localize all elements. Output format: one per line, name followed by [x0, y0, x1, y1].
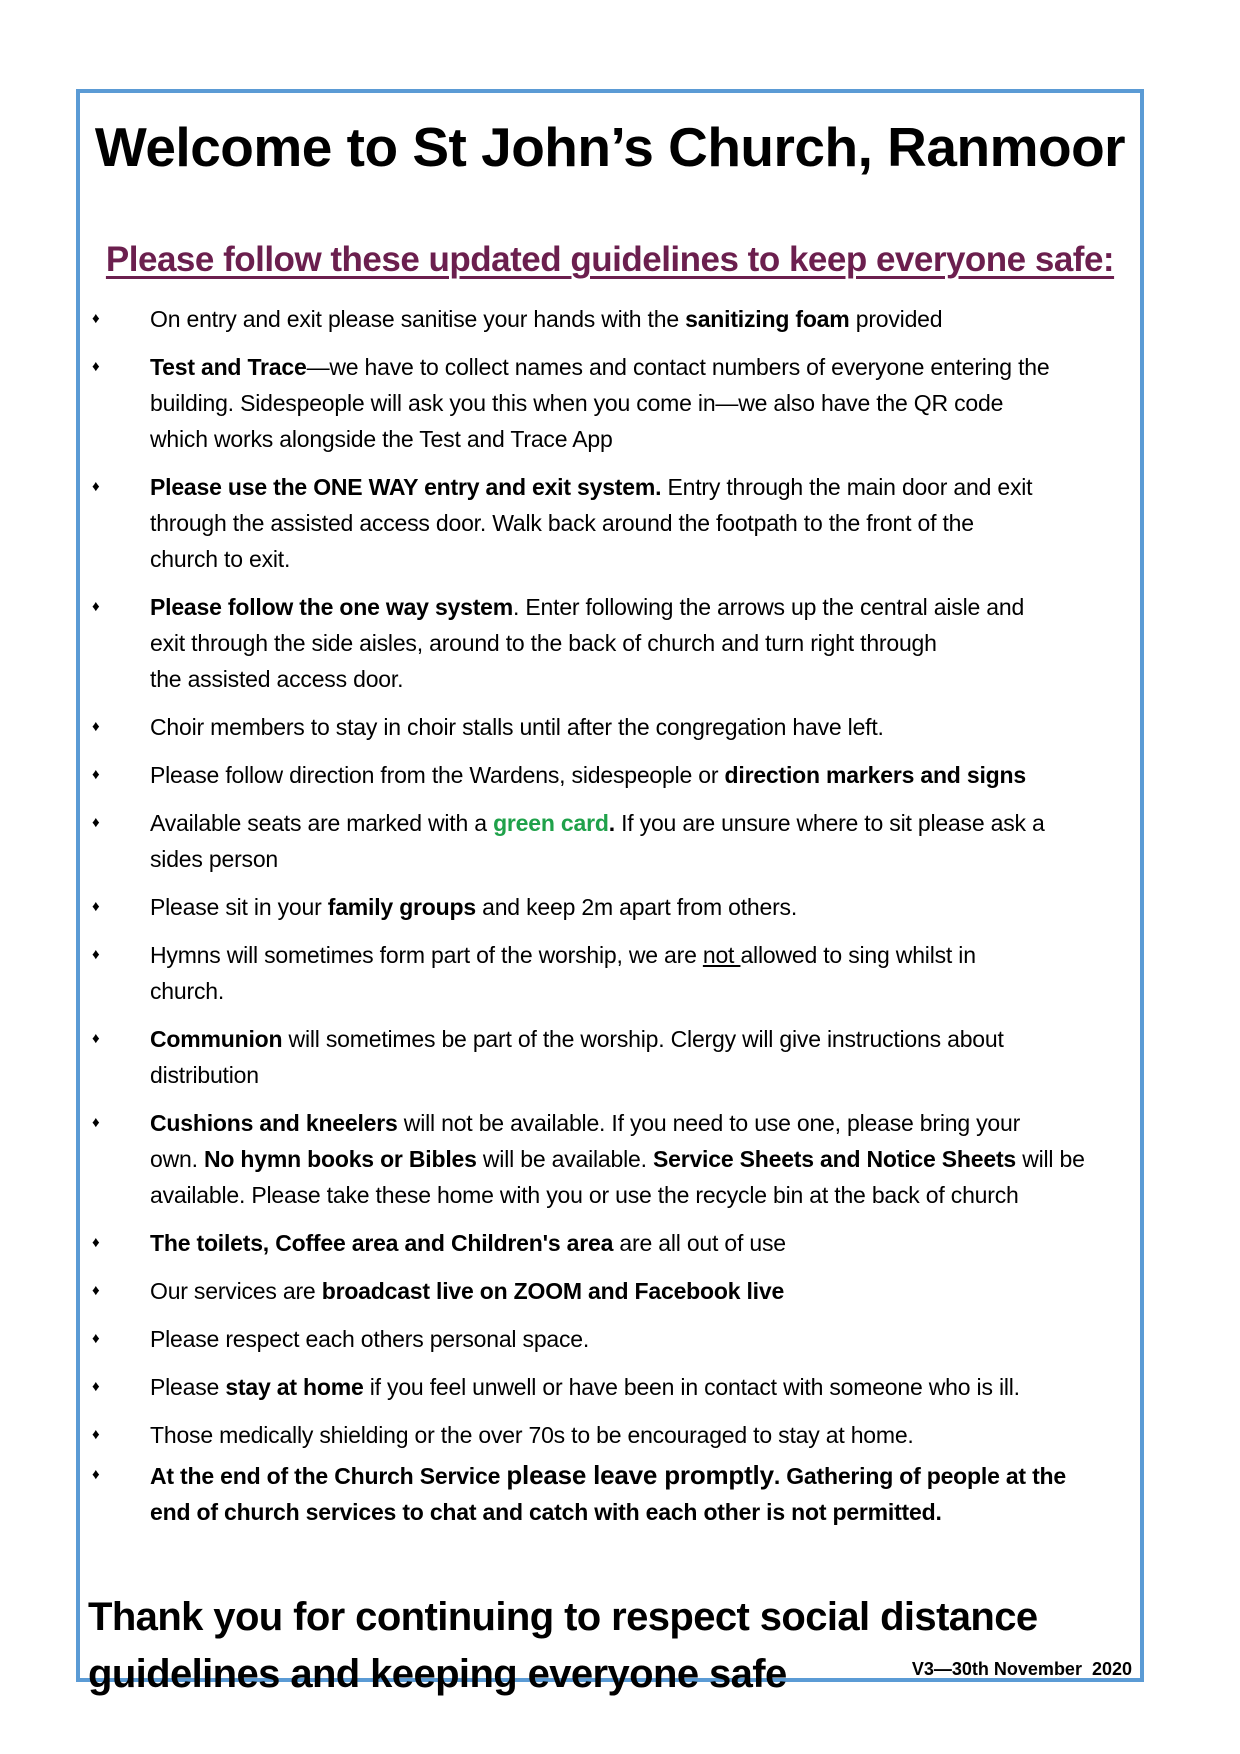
guideline-text: Choir members to stay in choir stalls until after the congregation have left.	[150, 714, 884, 740]
guideline-item	[80, 301, 1140, 337]
guideline-item	[80, 1105, 1140, 1213]
guideline-line	[150, 841, 1140, 877]
guideline-line	[150, 1021, 1140, 1057]
guideline-item	[80, 469, 1140, 577]
guideline-line	[150, 589, 1140, 625]
diamond-bullet-icon: ♦	[92, 598, 100, 615]
emphasis-text: The toilets, Coffee area and Children's area	[150, 1230, 614, 1256]
guideline-text: building. Sidespeople will ask you this when you come in—we also have the QR code	[150, 390, 1004, 416]
guideline-text: —we have to collect names and contact numbers of everyone entering the	[306, 354, 1050, 380]
emphasis-text: sanitizing foam	[685, 306, 850, 332]
guideline-text: church.	[150, 978, 225, 1004]
guideline-line	[150, 661, 1140, 697]
guideline-text: Please	[150, 1374, 226, 1400]
diamond-bullet-icon: ♦	[92, 898, 100, 915]
guideline-text: the assisted access door.	[150, 666, 404, 692]
thank-you-message	[88, 1589, 1038, 1703]
guideline-line	[150, 1177, 1140, 1213]
guideline-text: will sometimes be part of the worship. Clergy will give instructions about	[282, 1026, 1004, 1052]
guideline-line	[150, 1369, 1140, 1405]
guideline-text: if you feel unwell or have been in contact with someone who is ill.	[363, 1374, 1020, 1400]
emphasis-text: end of church services to chat and catch with each other is not permitted.	[150, 1499, 942, 1525]
guideline-text: which works alongside the Test and Trace App	[150, 426, 613, 452]
guideline-item	[80, 757, 1140, 793]
emphasis-text: family groups	[327, 894, 476, 920]
guideline-text: will be available.	[476, 1146, 653, 1172]
emphasis-text: . Gathering of people at the	[773, 1463, 1066, 1489]
guideline-text: through the assisted access door. Walk back around the footpath to the front of the	[150, 510, 974, 536]
guideline-item	[80, 889, 1140, 925]
guideline-line	[150, 1225, 1140, 1261]
guideline-item	[80, 1417, 1140, 1453]
diamond-bullet-icon: ♦	[92, 1030, 100, 1047]
guideline-text: will not be available. If you need to use one, please bring your	[397, 1110, 1021, 1136]
emphasis-text: Cushions and kneelers	[150, 1110, 398, 1136]
guideline-line	[150, 709, 1140, 745]
guideline-text: Available seats are marked with a	[150, 810, 494, 836]
guideline-item	[80, 709, 1140, 745]
diamond-bullet-icon: ♦	[92, 814, 100, 831]
notice-frame	[76, 89, 1144, 1696]
guideline-line	[150, 469, 1140, 505]
diamond-bullet-icon: ♦	[92, 358, 100, 375]
guideline-line	[150, 421, 1140, 457]
guideline-line	[150, 973, 1140, 1009]
guideline-text: Please respect each others personal space.	[150, 1326, 590, 1352]
guideline-line	[150, 1457, 1140, 1494]
guideline-line	[150, 1273, 1140, 1309]
guideline-text: Hymns will sometimes form part of the worship, we are	[150, 942, 703, 968]
guideline-text: distribution	[150, 1062, 259, 1088]
guideline-text: provided	[849, 306, 943, 332]
diamond-bullet-icon: ♦	[92, 946, 100, 963]
guideline-text: On entry and exit please sanitise your hands with the	[150, 306, 686, 332]
diamond-bullet-icon: ♦	[92, 718, 100, 735]
guideline-text: church to exit.	[150, 546, 291, 572]
diamond-bullet-icon: ♦	[92, 1282, 100, 1299]
emphasis-text: Communion	[150, 1026, 283, 1052]
guideline-item	[80, 1225, 1140, 1261]
emphasis-text: At the end of the Church Service	[150, 1463, 507, 1489]
page-title: Welcome to St John’s Church, Ranmoor	[94, 116, 1126, 178]
diamond-bullet-icon: ♦	[92, 766, 100, 783]
guideline-item	[80, 937, 1140, 1009]
diamond-bullet-icon: ♦	[92, 1114, 100, 1131]
guideline-text: Please follow direction from the Wardens, sidespeople or	[150, 762, 725, 788]
guideline-item	[80, 1457, 1140, 1530]
guideline-line	[150, 1494, 1140, 1530]
emphasis-text: Please use the ONE WAY entry and exit system.	[150, 474, 662, 500]
diamond-bullet-icon: ♦	[92, 1466, 100, 1483]
guideline-line	[150, 1057, 1140, 1093]
guideline-line	[150, 757, 1140, 793]
guideline-line	[150, 301, 1140, 337]
guideline-line	[150, 1105, 1140, 1141]
emphasis-text: Service Sheets and Notice Sheets	[652, 1146, 1017, 1172]
guideline-item	[80, 349, 1140, 457]
diamond-bullet-icon: ♦	[92, 310, 100, 327]
guideline-line	[150, 385, 1140, 421]
guideline-item	[80, 1369, 1140, 1405]
guideline-line	[150, 937, 1140, 973]
guideline-text: exit through the side aisles, around to the back of church and turn right through	[150, 630, 937, 656]
emphasis-text: .	[608, 810, 615, 836]
guideline-text: are all out of use	[613, 1230, 786, 1256]
guideline-item	[80, 1321, 1140, 1357]
guideline-text: will be	[1016, 1146, 1085, 1172]
emphasis-text: Test and Trace	[150, 354, 307, 380]
diamond-bullet-icon: ♦	[92, 478, 100, 495]
version-label: V3—30th November 2020	[911, 1659, 1132, 1679]
diamond-bullet-icon: ♦	[92, 1378, 100, 1395]
guideline-text: available. Please take these home with you or use the recycle bin at the back of church	[150, 1182, 1019, 1208]
guideline-text: Entry through the main door and exit	[661, 474, 1033, 500]
guideline-item	[80, 1273, 1140, 1309]
emphasis-text: broadcast live on ZOOM and Facebook live	[321, 1278, 785, 1304]
guideline-text: Please sit in your	[150, 894, 328, 920]
guidelines-heading: Please follow these updated guidelines to keep everyone safe:	[105, 240, 1115, 279]
guideline-text: sides person	[150, 846, 279, 872]
emphasis-text: direction markers and signs	[724, 762, 1026, 788]
guideline-text: and keep 2m apart from others.	[475, 894, 798, 920]
guideline-line	[150, 1141, 1140, 1177]
guideline-text: Those medically shielding or the over 70s to be encouraged to stay at home.	[150, 1422, 914, 1448]
diamond-bullet-icon: ♦	[92, 1234, 100, 1251]
guideline-line	[150, 349, 1140, 385]
guideline-line	[150, 505, 1140, 541]
emphasis-text: please leave promptly	[506, 1460, 774, 1490]
diamond-bullet-icon: ♦	[92, 1426, 100, 1443]
guidelines-list	[80, 301, 1140, 1542]
diamond-bullet-icon: ♦	[92, 1330, 100, 1347]
thank-you-line-2: guidelines and keeping everyone safe	[88, 1652, 787, 1696]
guideline-line	[150, 625, 1140, 661]
guideline-text: . Enter following the arrows up the central aisle and	[513, 594, 1025, 620]
guideline-text: Our services are	[150, 1278, 322, 1304]
guideline-line	[150, 805, 1140, 841]
emphasis-text: No hymn books or Bibles	[203, 1146, 477, 1172]
emphasis-text: Please follow the one way system	[150, 594, 514, 620]
guideline-text: own.	[150, 1146, 204, 1172]
guideline-item	[80, 589, 1140, 697]
guideline-text: not	[702, 942, 741, 968]
guideline-line	[150, 1321, 1140, 1357]
thank-you-line-1: Thank you for continuing to respect social distance	[88, 1595, 1038, 1639]
guideline-line	[150, 541, 1140, 577]
emphasis-text: stay at home	[225, 1374, 364, 1400]
green-card-text: green card	[493, 810, 609, 836]
guideline-line	[150, 1417, 1140, 1453]
guideline-text: allowed to sing whilst in	[740, 942, 976, 968]
guideline-item	[80, 1021, 1140, 1093]
guideline-text: If you are unsure where to sit please ask a	[614, 810, 1045, 836]
guideline-item	[80, 805, 1140, 877]
guideline-line	[150, 889, 1140, 925]
